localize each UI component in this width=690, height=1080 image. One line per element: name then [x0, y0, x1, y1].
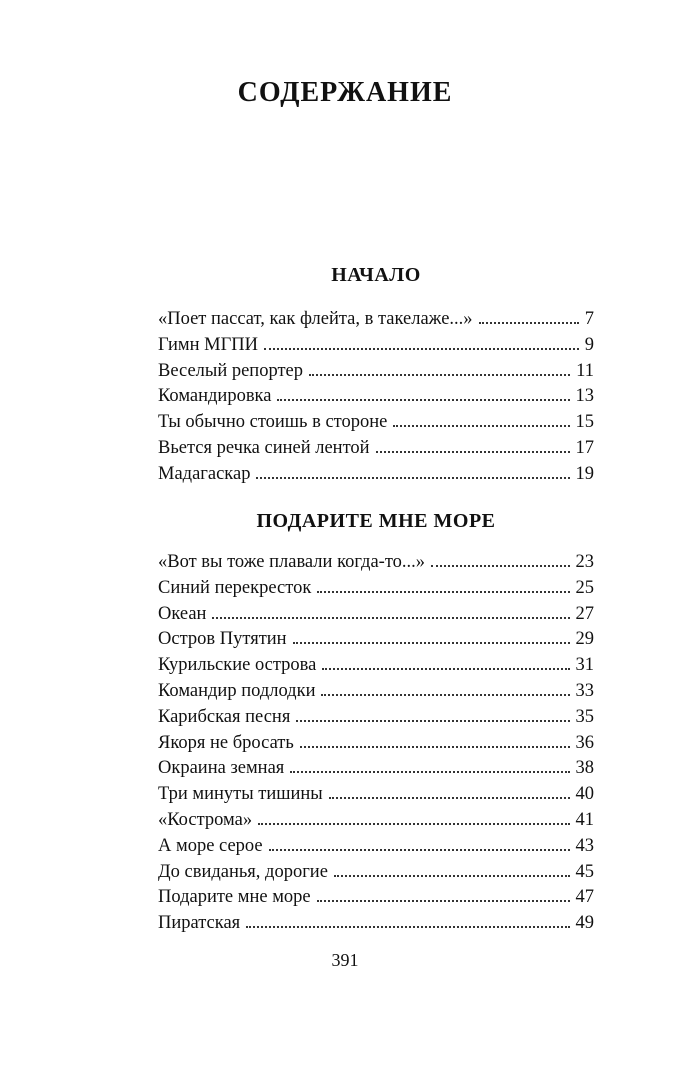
entry-page-number: 9 [584, 334, 594, 355]
entry-title: Мадагаскар [158, 463, 251, 484]
page-title: СОДЕРЖАНИЕ [237, 77, 453, 108]
entry-page-number: 27 [575, 603, 594, 624]
dot-leader [317, 878, 570, 902]
entry-page-number: 19 [575, 463, 594, 484]
page-number: 391 [331, 950, 359, 970]
entry-page-number: 40 [575, 784, 594, 805]
entry-title: Гимн МГПИ [158, 334, 258, 355]
section-heading: НАЧАЛО [331, 264, 421, 286]
entry-title: Океан [158, 603, 207, 624]
entry-title: Три минуты тишины [158, 784, 323, 805]
entry-page-number: 15 [575, 412, 594, 433]
dot-leader [296, 698, 569, 722]
dot-leader [290, 749, 569, 773]
entry-page-number: 25 [575, 577, 594, 598]
dot-leader [277, 377, 569, 401]
entry-page-number: 33 [575, 680, 594, 701]
toc-list [158, 300, 594, 484]
dot-leader [256, 455, 569, 479]
entry-page-number: 49 [575, 913, 594, 934]
entry-title: «Кострома» [158, 809, 253, 830]
toc-entry[interactable] [158, 595, 594, 624]
toc-list [158, 543, 594, 934]
dot-leader [293, 620, 570, 644]
toc-section-nachalo [158, 262, 594, 484]
dot-leader [393, 403, 569, 427]
entry-title: А море серое [158, 835, 263, 856]
toc-entry[interactable] [158, 300, 594, 329]
entry-page-number: 36 [575, 732, 594, 753]
dot-leader [300, 724, 570, 748]
entry-title: Ты обычно стоишь в стороне [158, 412, 388, 433]
entry-title: Курильские острова [158, 655, 317, 676]
toc-entry[interactable] [158, 543, 594, 572]
dot-leader [329, 775, 570, 799]
entry-title: Окраина земная [158, 758, 285, 779]
entry-page-number: 13 [575, 386, 594, 407]
dot-leader [376, 429, 570, 453]
toc-entry[interactable] [158, 620, 594, 650]
entry-page-number: 7 [584, 309, 594, 329]
dot-leader [431, 543, 569, 567]
entry-page-number: 41 [575, 809, 594, 830]
dot-leader [264, 326, 579, 350]
dot-leader [317, 569, 569, 593]
entry-page-number: 45 [575, 861, 594, 882]
dot-leader [212, 595, 569, 619]
entry-title: Вьется речка синей лентой [158, 437, 370, 458]
entry-page-number: 35 [575, 706, 594, 727]
dot-leader [479, 300, 579, 324]
entry-title: Остров Путятин [158, 629, 287, 650]
entry-title: Якоря не бросать [158, 732, 294, 753]
entry-page-number: 29 [575, 629, 594, 650]
dot-leader [269, 827, 570, 851]
dot-leader [258, 801, 569, 825]
dot-leader [309, 352, 570, 376]
entry-page-number: 43 [575, 835, 594, 856]
entry-title: «Поет пассат, как флейта, в такелаже...» [158, 309, 473, 329]
entry-title: «Вот вы тоже плавали когда-то...» [158, 552, 426, 572]
entry-title: Командир подлодки [158, 680, 316, 701]
entry-title: Карибская песня [158, 706, 291, 727]
entry-page-number: 47 [575, 887, 594, 908]
entry-title: Синий перекресток [158, 577, 312, 598]
dot-leader [322, 646, 569, 670]
entry-page-number: 23 [575, 552, 594, 572]
entry-page-number: 31 [575, 655, 594, 676]
entry-title: Командировка [158, 386, 272, 407]
entry-page-number: 11 [576, 360, 594, 381]
entry-page-number: 38 [575, 758, 594, 779]
entry-title: Веселый репортер [158, 360, 304, 381]
dot-leader [321, 672, 569, 696]
section-heading: ПОДАРИТЕ МНЕ МОРЕ [256, 510, 496, 532]
entry-page-number: 17 [575, 437, 594, 458]
dot-leader [334, 853, 570, 877]
entry-title: Пиратская [158, 913, 241, 934]
entry-title: До свиданья, дорогие [158, 861, 328, 882]
entry-title: Подарите мне море [158, 887, 311, 908]
toc-section-podarite-mne-more [158, 508, 594, 934]
dot-leader [246, 904, 569, 928]
